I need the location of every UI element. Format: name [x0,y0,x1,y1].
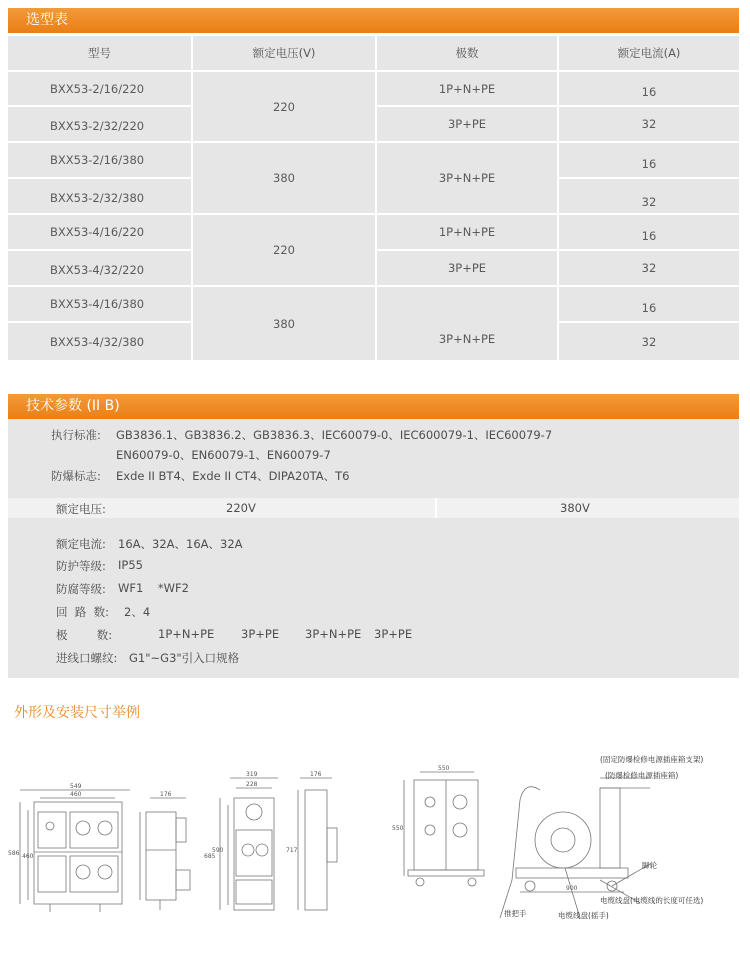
header-model: 型号 [88,46,111,60]
explosion-label: 防爆标志: [51,469,101,483]
socket-icon [453,795,467,809]
dim-label: 550 [392,825,404,832]
tech-params [8,419,739,678]
thread-value: G1"~G3"引入口规格 [129,651,240,665]
callout-caster: 脚轮 [642,861,657,870]
drawings-title: 外形及安装尺寸举例 [14,705,140,721]
current-cell: 32 [641,117,657,131]
switch-icon [46,822,54,830]
dim-label: 228 [246,781,258,788]
current-cell: 16 [641,229,657,243]
dim-label: 685 [204,853,216,860]
header-voltage: 额定电压(V) [252,46,316,60]
current-value: 16A、32A、16A、32A [118,537,243,551]
socket-icon [76,821,90,835]
poles-cell: 3P+PE [447,261,487,275]
thread-label: 进线口螺纹: [56,651,118,665]
box-front-outline [34,802,122,904]
standard-line1: GB3836.1、GB3836.2、GB3836.3、IEC60079-0、IEC600079-1、IEC60079-7 [116,428,553,442]
socket-icon [98,821,112,835]
voltage-cell: 220 [273,243,295,257]
socket-icon [453,823,467,837]
standard-line2: EN60079-0、EN60079-1、EN60079-7 [116,448,331,462]
cable-reel-icon [535,812,591,868]
poles-cell: 1P+N+PE [438,81,496,96]
tech-section-title: 技术参数 (II B) [8,394,739,419]
poles-value: 3P+PE [241,627,280,641]
dim-label: 176 [160,791,172,798]
voltage-label: 额定电压: [56,502,106,516]
dim-label: 590 [212,847,224,854]
current-label: 额定电流: [56,537,106,551]
voltage-220: 220V [226,501,256,515]
poles-value: 3P+N+PE [305,627,362,641]
standard-label: 执行标准: [51,428,101,442]
dim-label: 586 [8,850,20,857]
selection-table [8,36,739,360]
protection-label: 防护等级: [56,559,106,573]
anticorrosion-value: WF1 *WF2 [118,581,189,595]
voltage-380: 380V [560,501,590,515]
poles-cell: 3P+N+PE [438,171,496,185]
model-cell: BXX53-4/16/380 [50,297,145,311]
dim-label: 460 [70,791,82,798]
explosion-value: Exde II BT4、Exde II CT4、DIPA20TA、T6 [116,469,350,483]
wheel-icon [468,878,476,886]
wheel-icon [525,881,535,891]
socket-icon [256,844,268,856]
dim-label: 460 [22,853,34,860]
poles-cell: 3P+N+PE [438,332,496,346]
header-poles: 极数 [455,46,479,60]
current-cell: 32 [641,261,657,275]
poles-label: 极 数: [56,628,113,642]
socket-icon [425,825,435,835]
socket-icon [76,865,90,879]
poles-cell: 1P+N+PE [438,225,496,239]
model-cell: BXX53-4/32/220 [50,263,145,277]
callout-handle: 推把手 [504,909,527,918]
current-cell: 32 [641,334,657,349]
model-cell: BXX53-4/32/380 [50,335,145,349]
model-cell: BXX53-4/16/220 [50,225,145,239]
circuits-value: 2、4 [124,605,151,619]
socket-icon [98,865,112,879]
callout-bracket: (固定防爆检修电源插座箱支架) [600,755,704,764]
voltage-cell: 380 [273,316,295,331]
anticorrosion-label: 防腐等级: [56,582,106,596]
voltage-cell: 220 [273,99,295,114]
selection-section-title: 选型表 [8,8,739,33]
dim-label: 549 [70,783,82,790]
dimension-drawings [0,740,750,940]
wheel-icon [416,878,424,886]
dim-label: 319 [246,771,258,778]
voltage-row [8,498,739,518]
current-cell: 32 [641,195,657,209]
poles-cell: 3P+PE [447,117,487,131]
dim-label: 550 [438,765,450,772]
model-cell: BXX53-2/32/220 [50,119,145,133]
header-current: 额定电流(A) [617,46,681,60]
current-cell: 16 [641,85,657,99]
dim-label: 717 [286,847,298,854]
voltage-cell: 380 [273,171,295,185]
model-cell: BXX53-2/16/220 [50,82,145,96]
dim-label: 900 [566,885,578,892]
poles-value: 3P+PE [374,627,413,641]
model-cell: BXX53-2/16/380 [50,153,145,167]
callout-reel-length: 电缆线盘(电缆线的长度可任选) [600,896,704,905]
callout-reel-crank: 电缆线盘(摇手) [558,911,609,920]
model-cell: BXX53-2/32/380 [50,191,145,205]
socket-icon [242,844,254,856]
current-cell: 16 [641,157,657,171]
current-cell: 16 [641,301,657,315]
poles-value: 1P+N+PE [158,627,215,641]
dim-label: 176 [310,771,322,778]
protection-value: IP55 [118,558,143,572]
circuits-label: 回 路 数: [56,605,109,619]
callout-socket-box: (防爆检修电源插座箱) [605,771,679,780]
socket-icon [425,797,435,807]
